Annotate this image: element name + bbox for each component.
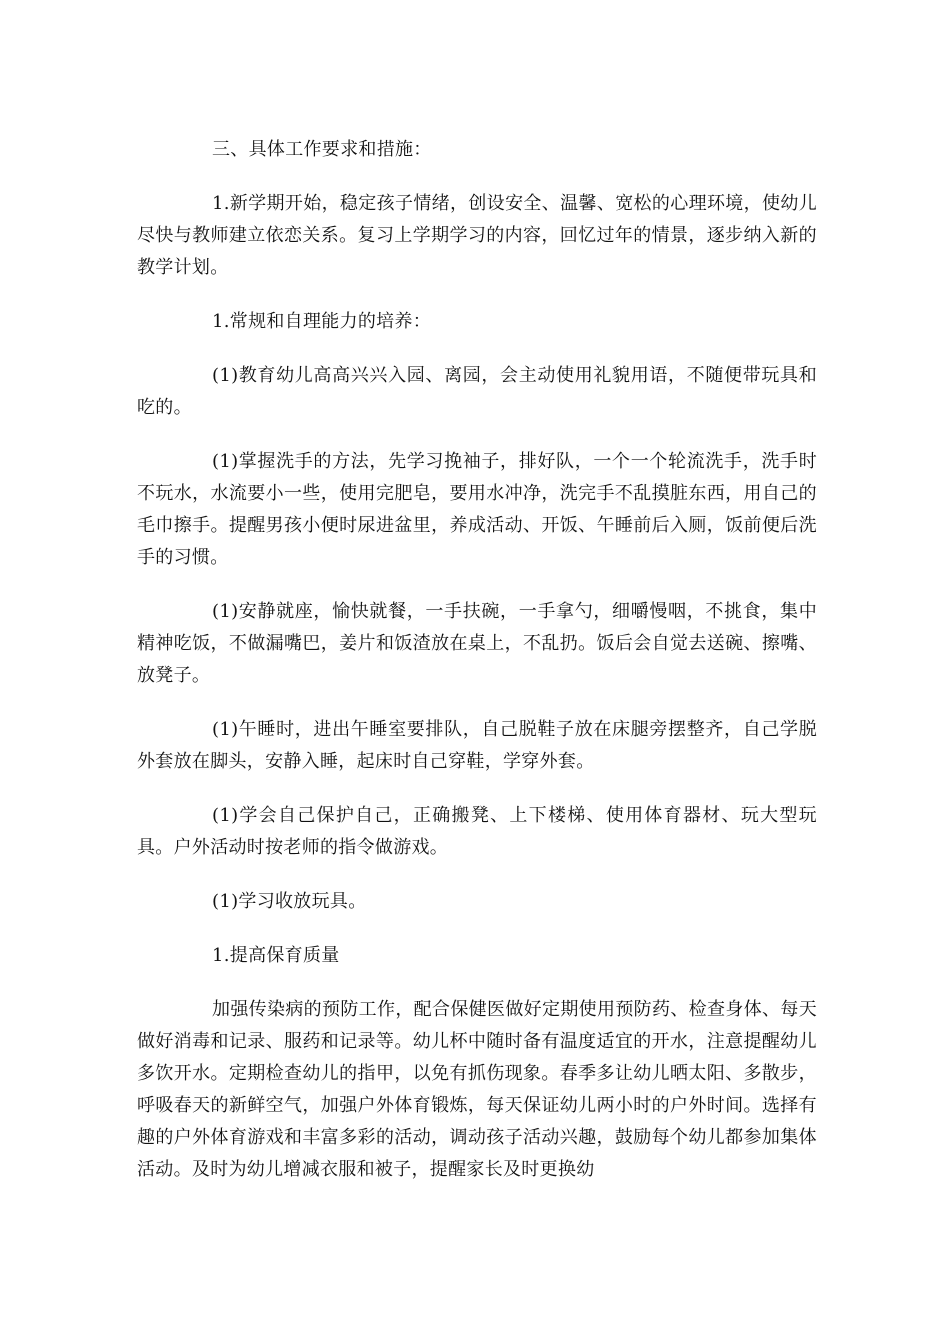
list-item-nap: (1)午睡时，进出午睡室要排队，自己脱鞋子放在床腿旁摆整齐，自己学脱外套放在脚头，安静入睡，起床时自己穿鞋，学穿外套。 bbox=[137, 719, 817, 772]
list-item-handwashing: (1)掌握洗手的方法，先学习挽袖子，排好队，一个一个轮流洗手，洗手时不玩水，水流要小一些，使用完肥皂，要用水冲净，洗完手不乱摸脏东西，用自己的毛巾擦手。提醒男孩小便时尿进盆里，养成活动、开饭、午睡前后入厕，饭前便后洗手的习惯。 bbox=[137, 451, 817, 568]
list-item-toys: (1)学习收放玩具。 bbox=[212, 891, 367, 912]
paragraph-new-semester: 1.新学期开始，稳定孩子情绪，创设安全、温馨、宽松的心理环境，使幼儿尽快与教师建立依恋关系。复习上学期学习的内容，回忆过年的情景，逐步纳入新的教学计划。 bbox=[137, 193, 817, 278]
list-item-arrival: (1)教育幼儿高高兴兴入园、离园，会主动使用礼貌用语，不随便带玩具和吃的。 bbox=[137, 365, 817, 418]
subheading-routine-skills: 1.常规和自理能力的培养： bbox=[212, 311, 432, 332]
paragraph-disease-prevention: 加强传染病的预防工作，配合保健医做好定期使用预防药、检查身体、每天做好消毒和记录、服药和记录等。幼儿杯中随时备有温度适宜的开水，注意提醒幼儿多饮开水。定期检查幼儿的指甲，以免有抓伤现象。春季多让幼儿晒太阳、多散步，呼吸春天的新鲜空气，加强户外体育锻炼，每天保证幼儿两小时的户外时间。选择有趣的户外体育游戏和丰富多彩的活动，调动孩子活动兴趣，鼓励每个幼儿都参加集体活动。及时为幼儿增减衣服和被子，提醒家长及时更换幼 bbox=[137, 999, 817, 1180]
document-body bbox=[137, 134, 817, 1208]
subheading-care-quality: 1.提高保育质量 bbox=[212, 945, 340, 966]
section-heading: 三、具体工作要求和措施： bbox=[212, 139, 432, 160]
list-item-meals: (1)安静就座，愉快就餐，一手扶碗，一手拿勺，细嚼慢咽，不挑食，集中精神吃饭，不做漏嘴巴，姜片和饭渣放在桌上，不乱扔。饭后会自觉去送碗、擦嘴、放凳子。 bbox=[137, 601, 817, 686]
list-item-safety: (1)学会自己保护自己，正确搬凳、上下楼梯、使用体育器材、玩大型玩具。户外活动时按老师的指令做游戏。 bbox=[137, 805, 817, 858]
